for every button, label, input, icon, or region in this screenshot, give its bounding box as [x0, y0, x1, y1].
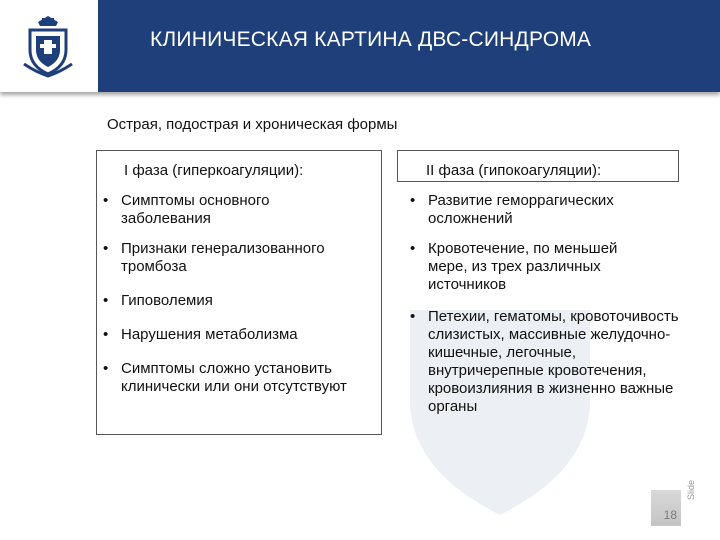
- list-item: • Симптомы основного заболевания: [99, 192, 311, 228]
- slide-subtitle: Острая, подострая и хроническая формы: [107, 116, 398, 133]
- page-title: КЛИНИЧЕСКАЯ КАРТИНА ДВС-СИНДРОМА: [150, 28, 592, 51]
- left-column-heading: I фаза (гиперкоагуляции):: [124, 162, 304, 179]
- list-item: • Гиповолемия: [99, 292, 381, 310]
- list-item: • Нарушения метаболизма: [99, 326, 381, 344]
- header-bar: [0, 0, 720, 92]
- logo-panel: [0, 0, 98, 92]
- list-item: • Кровотечение, по меньшей мере, из трех различных источников: [406, 240, 660, 294]
- left-column-list: [99, 192, 381, 396]
- page-number: 18: [651, 490, 681, 526]
- list-item: • Развитие геморрагических осложнений: [406, 192, 668, 228]
- side-tag: Slide: [686, 479, 696, 500]
- right-column-heading: II фаза (гипокоагуляции):: [426, 162, 602, 179]
- right-column-list: [406, 192, 688, 416]
- list-item: • Признаки генерализованного тромбоза: [99, 240, 381, 276]
- university-crest-icon: [16, 14, 80, 78]
- list-item: • Петехии, гематомы, кровоточивость слизистых, массивные желудочно-кишечные, легочные, внутричерепные кровотечения, кровоизлияния в жизненно важные органы: [406, 308, 686, 416]
- list-item: • Симптомы сложно установить клинически или они отсутствуют: [99, 360, 377, 396]
